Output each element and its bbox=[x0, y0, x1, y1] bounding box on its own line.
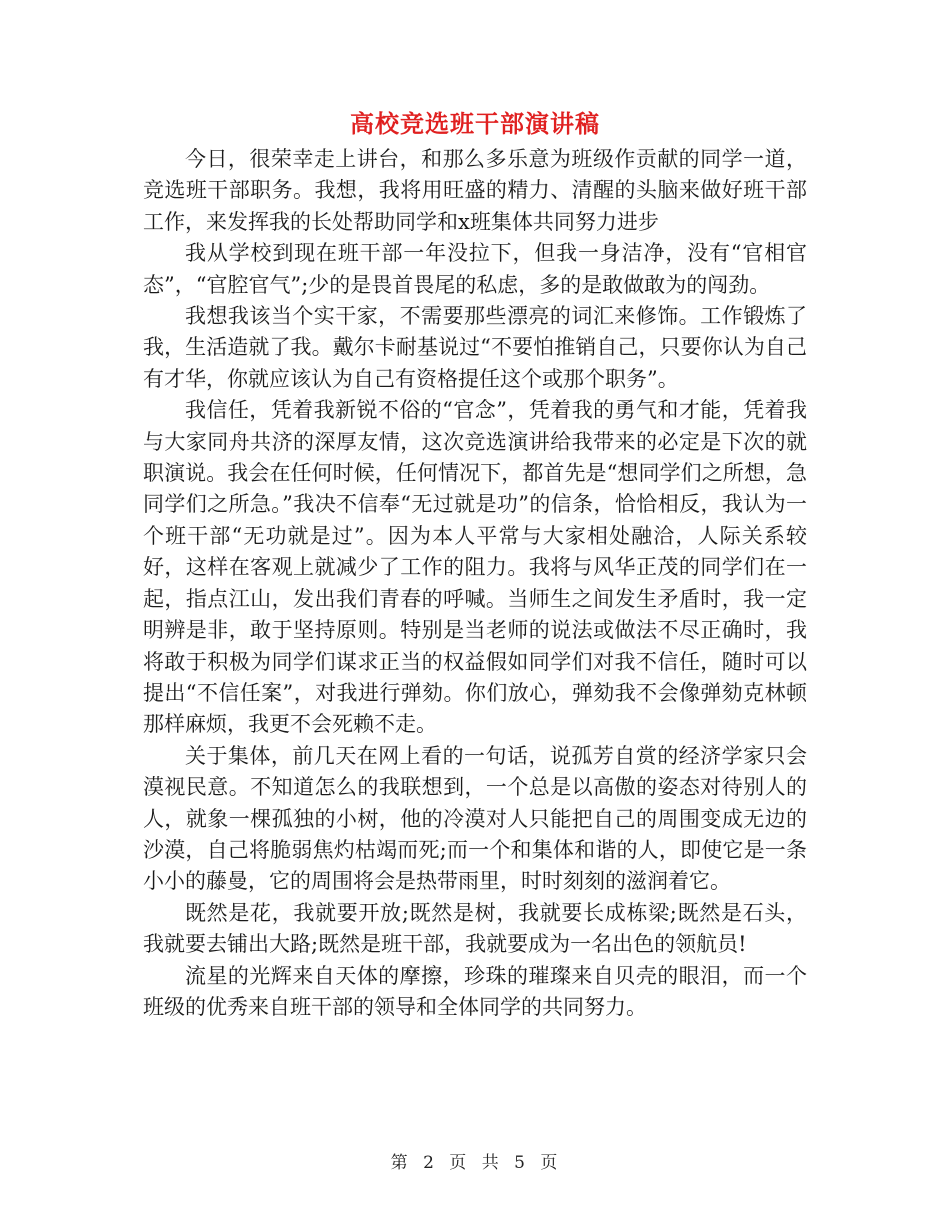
paragraph-1: 今日，很荣幸走上讲台，和那么多乐意为班级作贡献的同学一道，竞选班干部职务。我想，我将用旺盛的精力、清醒的头脑来做好班干部工作，来发挥我的长处帮助同学和x班集体共同努力进步 bbox=[143, 147, 807, 234]
paragraph-3: 我想我该当个实干家，不需要那些漂亮的词汇来修饰。工作锻炼了我，生活造就了我。戴尔卡耐基说过“不要怕推销自己，只要你认为自己有才华，你就应该认为自己有资格提任这个或那个职务”。 bbox=[143, 304, 807, 391]
page-number-footer: 第 2 页 共 5 页 bbox=[390, 1153, 560, 1173]
paragraph-2: 我从学校到现在班干部一年没拉下，但我一身洁净，没有“官相官态”，“官腔官气”;少的是畏首畏尾的私虑，多的是敢做敢为的闯劲。 bbox=[143, 241, 807, 297]
paragraph-6: 既然是花，我就要开放;既然是树，我就要长成栋梁;既然是石头，我就要去铺出大路;既然是班干部，我就要成为一名出色的领航员! bbox=[143, 900, 807, 957]
page-title: 高校竞选班干部演讲稿 bbox=[350, 109, 600, 138]
document-body bbox=[143, 144, 807, 1023]
paragraph-5: 关于集体，前几天在网上看的一句话，说孤芳自赏的经济学家只会漠视民意。不知道怎么的我联想到，一个总是以高傲的姿态对待别人的人，就象一棵孤独的小树，他的冷漠对人只能把自己的周围变成无边的沙漠，自己将脆弱焦灼枯竭而死;而一个和集体和谐的人，即使它是一条小小的藤曼，它的周围将会是热带雨里，时时刻刻的滋润着它。 bbox=[143, 743, 807, 894]
paragraph-7: 流星的光辉来自天体的摩擦，珍珠的璀璨来自贝壳的眼泪，而一个班级的优秀来自班干部的领导和全体同学的共同努力。 bbox=[143, 963, 807, 1019]
paragraph-4: 我信任，凭着我新锐不俗的“官念”，凭着我的勇气和才能，凭着我与大家同舟共济的深厚友情，这次竞选演讲给我带来的必定是下次的就职演说。我会在任何时候，任何情况下，都首先是“想同学们之所想，急同学们之所急。”我决不信奉“无过就是功”的信条，恰恰相反，我认为一个班干部“无功就是过”。因为本人平常与大家相处融洽，人际关系较好，这样在客观上就减少了工作的阻力。我将与风华正茂的同学们在一起，指点江山，发出我们青春的呼喊。当师生之间发生矛盾时，我一定明辨是非，敢于坚持原则。特别是当老师的说法或做法不尽正确时，我将敢于积极为同学们谋求正当的权益假如同学们对我不信任，随时可以提出“不信任案”，对我进行弹劾。你们放心，弹劾我不会像弹劾克林顿那样麻烦，我更不会死赖不走。 bbox=[143, 398, 807, 737]
